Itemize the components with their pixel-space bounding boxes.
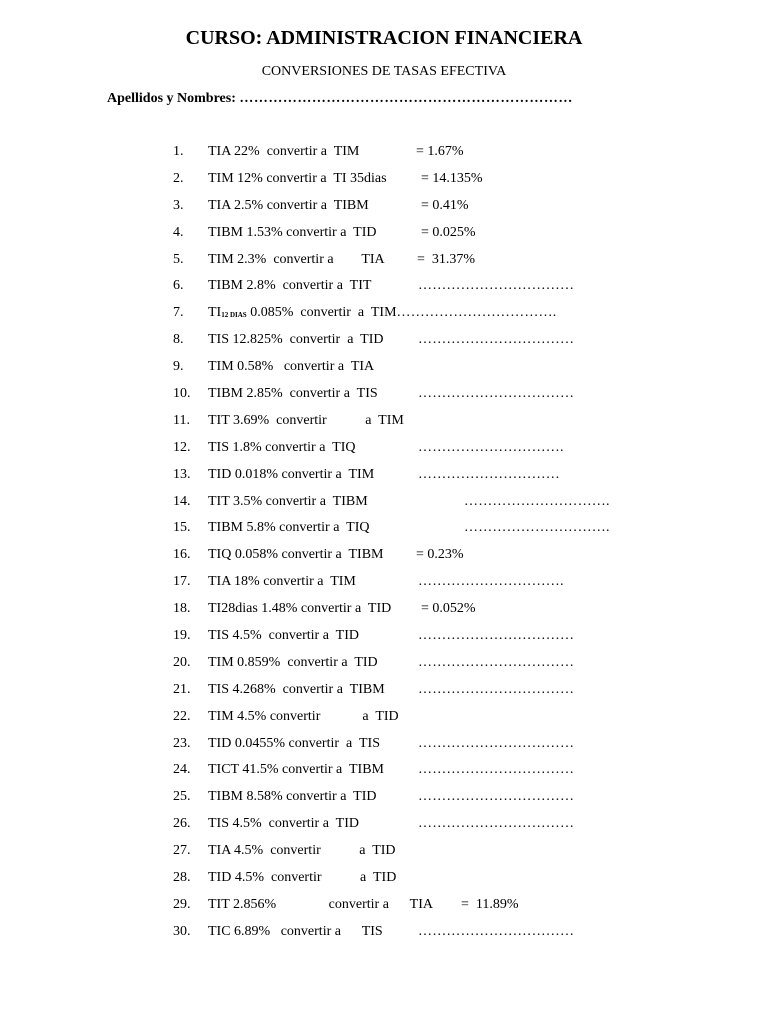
exercise-answer-blank: …………………………….: [396, 305, 557, 321]
exercise-list: [0, 142, 768, 949]
exercise-number: 13.: [173, 466, 191, 482]
exercise-answer-blank: ……………………………: [418, 628, 575, 644]
exercise-item: [0, 357, 768, 384]
name-blank: ……………………………………………………………: [239, 91, 573, 106]
exercise-answer-blank: ……………………………: [418, 386, 575, 402]
exercise-answer-blank: ……………………………: [418, 332, 575, 348]
exercise-number: 26.: [173, 816, 191, 832]
exercise-number: 30.: [173, 923, 191, 939]
exercise-number: 5.: [173, 251, 184, 267]
exercise-text: TIT 3.69% convertir a TIM: [208, 412, 404, 428]
exercise-item: [0, 545, 768, 572]
exercise-item: [0, 384, 768, 411]
name-field: [107, 91, 573, 107]
exercise-number: 22.: [173, 708, 191, 724]
exercise-answer-blank: ……………………………: [418, 923, 575, 939]
exercise-text: TIBM 8.58% convertir a TID: [208, 789, 377, 805]
exercise-number: 14.: [173, 493, 191, 509]
exercise-text: TIM 12% convertir a TI 35dias: [208, 170, 387, 186]
exercise-text: TID 0.0455% convertir a TIS: [208, 735, 380, 751]
exercise-text: TIA 2.5% convertir a TIBM: [208, 197, 369, 213]
exercise-number: 10.: [173, 386, 191, 402]
exercise-text: TID 0.018% convertir a TIM: [208, 466, 375, 482]
exercise-number: 29.: [173, 896, 191, 912]
exercise-item: [0, 303, 768, 330]
exercise-answer-blank: ………………………….: [418, 574, 564, 590]
exercise-text: TIM 2.3% convertir a TIA: [208, 251, 385, 267]
exercise-answer-blank: ……………………………: [418, 681, 575, 697]
exercise-number: 7.: [173, 305, 184, 321]
exercise-answer-blank: ……………………………: [418, 654, 575, 670]
exercise-item: [0, 572, 768, 599]
exercise-answer-blank: ……………………………: [418, 789, 575, 805]
exercise-number: 23.: [173, 735, 191, 751]
exercise-number: 19.: [173, 628, 191, 644]
exercise-answer-blank: ……………………………: [418, 735, 575, 751]
exercise-answer: = 0.052%: [421, 601, 476, 617]
exercise-item: [0, 142, 768, 169]
exercise-item: [0, 276, 768, 303]
exercise-item: [0, 787, 768, 814]
exercise-answer: = 0.025%: [421, 224, 476, 240]
exercise-number: 27.: [173, 843, 191, 859]
exercise-item: [0, 707, 768, 734]
exercise-item: [0, 760, 768, 787]
exercise-text-rest: 0.085% convertir a TIM: [246, 305, 397, 321]
exercise-text: TID 4.5% convertir a TID: [208, 870, 397, 886]
exercise-text: TIS 1.8% convertir a TIQ: [208, 439, 356, 455]
exercise-answer-blank: ………………………….: [418, 439, 564, 455]
exercise-number: 4.: [173, 224, 184, 240]
exercise-text: TICT 41.5% convertir a TIBM: [208, 762, 385, 778]
exercise-number: 21.: [173, 681, 191, 697]
exercise-item: [0, 626, 768, 653]
exercise-text-subscript: 12 DIAS: [221, 311, 247, 320]
exercise-text: TIBM 2.85% convertir a TIS: [208, 386, 378, 402]
exercise-item: [0, 330, 768, 357]
exercise-answer-blank: ………………………….: [464, 493, 610, 509]
exercise-item: [0, 734, 768, 761]
exercise-number: 11.: [173, 412, 190, 428]
exercise-text: TI28dias 1.48% convertir a TID: [208, 601, 392, 617]
exercise-text: TIBM 2.8% convertir a TIT: [208, 278, 372, 294]
exercise-number: 8.: [173, 332, 184, 348]
exercise-answer-blank: ……………………………: [418, 278, 575, 294]
exercise-number: 28.: [173, 870, 191, 886]
exercise-item: [0, 196, 768, 223]
name-label: Apellidos y Nombres:: [107, 91, 236, 106]
exercise-text: TIS 4.5% convertir a TID: [208, 628, 359, 644]
exercise-text: TIA 18% convertir a TIM: [208, 574, 356, 590]
exercise-number: 1.: [173, 144, 184, 159]
exercise-number: 3.: [173, 197, 184, 213]
exercise-item: [0, 518, 768, 545]
exercise-item: [0, 680, 768, 707]
document-subtitle: CONVERSIONES DE TASAS EFECTIVA: [261, 64, 507, 79]
exercise-item: [0, 922, 768, 949]
exercise-text: TIBM 1.53% convertir a TID: [208, 224, 377, 240]
exercise-number: 20.: [173, 654, 191, 670]
exercise-answer-blank: ……………………………: [418, 816, 575, 832]
exercise-text: TIA 4.5% convertir a TID: [208, 843, 396, 859]
exercise-answer: = 0.41%: [421, 197, 469, 213]
exercise-text: TIT 3.5% convertir a TIBM: [208, 493, 368, 509]
exercise-item: [0, 868, 768, 895]
exercise-text: TIC 6.89% convertir a TIS: [208, 923, 383, 939]
exercise-text: TIS 4.268% convertir a TIBM: [208, 681, 385, 697]
exercise-item: [0, 895, 768, 922]
exercise-number: 16.: [173, 547, 191, 563]
exercise-number: 18.: [173, 601, 191, 617]
exercise-number: 24.: [173, 762, 191, 778]
exercise-text-prefix: TI: [208, 305, 222, 321]
exercise-item: [0, 411, 768, 438]
exercise-text: TIS 4.5% convertir a TID: [208, 816, 359, 832]
exercise-answer-blank: ……………………………: [418, 762, 575, 778]
exercise-number: 15.: [173, 520, 191, 536]
exercise-item: [0, 814, 768, 841]
exercise-text: TIA 22% convertir a TIM: [208, 144, 360, 159]
exercise-number: 9.: [173, 359, 184, 375]
exercise-item: [0, 492, 768, 519]
exercise-text: TIM 4.5% convertir a TID: [208, 708, 399, 724]
exercise-answer: = 31.37%: [417, 251, 476, 267]
exercise-item: [0, 653, 768, 680]
exercise-item: [0, 250, 768, 277]
exercise-number: 2.: [173, 170, 184, 186]
exercise-number: 17.: [173, 574, 191, 590]
exercise-answer: = 14.135%: [421, 170, 483, 186]
exercise-text: TIQ 0.058% convertir a TIBM: [208, 547, 384, 563]
exercise-text: TIM 0.58% convertir a TIA: [208, 359, 375, 375]
exercise-answer: = 0.23%: [416, 547, 464, 563]
exercise-answer: = 1.67%: [416, 144, 464, 159]
exercise-text: TIBM 5.8% convertir a TIQ: [208, 520, 370, 536]
exercise-item: [0, 169, 768, 196]
exercise-answer-blank: ………………………….: [464, 520, 610, 536]
exercise-item: [0, 465, 768, 492]
exercise-text: TIT 2.856% convertir a TIA: [208, 896, 433, 912]
exercise-answer: = 11.89%: [461, 896, 519, 912]
exercise-number: 25.: [173, 789, 191, 805]
exercise-item: [0, 438, 768, 465]
exercise-item: [0, 841, 768, 868]
exercise-answer-blank: …………………………: [418, 466, 560, 482]
exercise-number: 6.: [173, 278, 184, 294]
exercise-text: [208, 303, 556, 325]
exercise-text: TIM 0.859% convertir a TID: [208, 654, 378, 670]
exercise-text: TIS 12.825% convertir a TID: [208, 332, 384, 348]
exercise-item: [0, 599, 768, 626]
exercise-number: 12.: [173, 439, 191, 455]
exercise-item: [0, 223, 768, 250]
document-title: CURSO: ADMINISTRACION FINANCIERA: [185, 27, 583, 49]
